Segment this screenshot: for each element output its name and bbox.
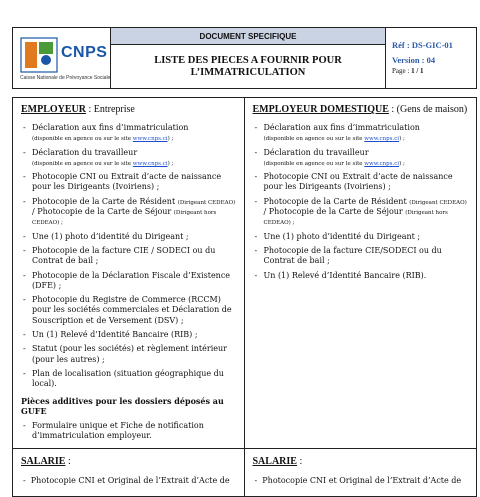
item-text: Déclaration du travailleur: [263, 147, 369, 157]
dash-bullet: -: [254, 172, 258, 182]
section-title-rest: : (Gens de maison): [388, 104, 468, 115]
item-note: ) ;: [399, 136, 405, 143]
item-note: (disponible en agence ou sur le site: [263, 136, 365, 143]
section-title-rest: : Entreprise: [86, 104, 135, 115]
dash-bullet: -: [23, 270, 26, 280]
item-note: (disponible en agence ou sur le site: [32, 160, 133, 167]
dash-bullet: -: [23, 330, 26, 340]
item-note: ) ;: [167, 160, 174, 167]
item-note: ) ;: [399, 160, 405, 167]
divider: [245, 448, 477, 449]
dash-bullet: -: [23, 147, 26, 157]
section-title-bold: EMPLOYEUR: [21, 104, 86, 115]
dash-bullet: -: [23, 123, 26, 132]
section-title-salarie: [21, 456, 71, 467]
website-link[interactable]: www.cnps.ci: [364, 136, 400, 143]
item-text: Déclaration aux fins d’immatriculation: [32, 123, 189, 132]
divider: [13, 448, 244, 449]
list-item: [253, 172, 469, 193]
dash-bullet: -: [23, 231, 26, 241]
dash-bullet: -: [23, 420, 26, 430]
dash-bullet: -: [254, 231, 258, 241]
list-item: [21, 246, 236, 267]
salarie-title-bold: SALARIE: [21, 456, 66, 467]
section-title-bold: EMPLOYEUR DOMESTIQUE: [252, 104, 389, 115]
logo-subtitle: Caisse Nationale de Prévoyance Sociale: [20, 75, 111, 81]
website-link[interactable]: www.cnps.ci: [364, 160, 400, 167]
item-text: Déclaration du travailleur: [32, 147, 138, 157]
website-link[interactable]: www.cnps.ci: [132, 136, 168, 143]
dash-bullet: -: [23, 295, 26, 305]
dash-bullet: -: [254, 123, 258, 132]
dash-bullet: -: [254, 196, 258, 206]
website-link[interactable]: www.cnps.ci: [132, 160, 168, 167]
item-text: Photocopie CNI ou Extrait d’acte de naissance pour les Dirigeants (Ivoiriens) ;: [32, 172, 222, 192]
dash-bullet: -: [23, 245, 26, 255]
logo-text: CNPS: [61, 44, 108, 61]
item-note: (Dirigeant CEDEAO): [409, 199, 467, 206]
item-text: Formulaire unique et Fiche de notification d’immatriculation employeur.: [32, 420, 204, 440]
item-text: Photocopie de la Carte de Résident: [32, 196, 178, 206]
dash-bullet: -: [23, 368, 26, 378]
version-label: Version : 04: [392, 55, 436, 65]
dash-bullet: -: [254, 270, 258, 280]
list-item: [21, 421, 236, 442]
salarie-item-text: Photocopie CNI et Original de l’Extrait d’Acte de: [30, 476, 230, 485]
list-item: [21, 295, 236, 326]
item-note: (Dirigeant hors CEDEAO) ;: [263, 210, 448, 227]
dash-bullet: -: [254, 245, 258, 255]
item-text: Un (1) Relevé d’Identité Bancaire (RIB) ;: [32, 330, 198, 340]
item-text: Une (1) photo d’identité du Dirigeant ;: [263, 231, 421, 241]
item-text: Plan de localisation (situation géographique du local).: [32, 368, 224, 389]
page-number: [392, 67, 470, 75]
item-text: Photocopie de la facture CIE/SODECI ou du Contrat de bail ;: [263, 245, 442, 266]
item-text: Une (1) photo d’identité du Dirigeant ;: [32, 231, 189, 241]
item-text: Photocopie de la Déclaration Fiscale d’Existence (DFE) ;: [32, 270, 231, 290]
item-note: (Dirigeant CEDEAO): [177, 199, 236, 206]
reference-code: Réf : DS-GIC-01: [392, 40, 453, 50]
left-items-list: [21, 123, 236, 390]
additive-items-list: [21, 421, 236, 442]
list-item: [21, 148, 236, 169]
dash-bullet: -: [23, 196, 26, 206]
requirements-table: [12, 97, 477, 497]
list-item: [21, 271, 236, 292]
right-items-list: [253, 123, 469, 281]
list-item: [21, 369, 236, 390]
list-item: [253, 232, 469, 242]
section-title-salarie: [253, 456, 303, 467]
item-text: Photocopie CNI ou Extrait d’acte de naissance pour les Dirigeants (Ivoiriens) ;: [263, 172, 453, 192]
list-item: [21, 344, 236, 365]
salarie-item: - Photocopie CNI et Original de l’Extrait d’Acte de: [23, 476, 230, 485]
list-item: [253, 246, 469, 267]
item-note: (Dirigeant hors CEDEAO) ;: [32, 210, 217, 227]
dash-bullet: -: [254, 147, 258, 157]
additive-title: Pièces additives pour les dossiers déposés au GUFE: [21, 395, 224, 416]
left-column: [13, 98, 245, 496]
section-title-employeur-domestique: [253, 104, 469, 115]
item-note: (disponible en agence ou sur le site: [263, 160, 365, 167]
item-note: ) ;: [167, 136, 174, 143]
item-text: / Photocopie de la Carte de Séjour: [263, 207, 406, 217]
list-item: [21, 232, 236, 242]
logo-cell: [13, 28, 111, 88]
salarie-title-rest: :: [65, 456, 71, 467]
item-text: Statut (pour les sociétés) et règlement intérieur (pour les autres) ;: [32, 344, 227, 364]
salarie-item-text: Photocopie CNI et Original de l’Extrait d’Acte de: [262, 476, 462, 485]
cnps-logo-icon: [21, 38, 57, 72]
dash-bullet: -: [23, 344, 26, 354]
item-text: Photocopie du Registre de Commerce (RCCM) pour les sociétés commerciales et Déclaration de Souscription et de Versement (DSV) ;: [32, 295, 232, 325]
list-item: [253, 197, 469, 228]
page-number-label: Page :: [392, 67, 412, 75]
title-cell: [111, 28, 386, 88]
list-item: [21, 330, 236, 340]
list-item: [21, 123, 236, 144]
page-title: LISTE DES PIECES A FOURNIR POUR L’IMMATRICULATION: [154, 54, 342, 78]
list-item: [21, 197, 236, 228]
list-item: [253, 123, 469, 144]
document-header: [12, 27, 477, 89]
section-title-employeur: [21, 104, 236, 115]
list-item: [253, 148, 469, 169]
item-note: (disponible en agence ou sur le site: [32, 136, 133, 143]
list-item: [253, 271, 469, 281]
list-item: [21, 172, 236, 193]
page-number-value: 1 / 1: [411, 67, 424, 75]
item-text: / Photocopie de la Carte de Séjour: [32, 207, 174, 217]
right-column: [245, 98, 477, 496]
item-text: Photocopie de la Carte de Résident: [263, 196, 410, 206]
item-text: Déclaration aux fins d’immatriculation: [263, 123, 420, 132]
item-text: Un (1) Relevé d’Identité Bancaire (RIB).: [263, 270, 427, 280]
dash-bullet: -: [23, 172, 26, 182]
reference-cell: [386, 28, 476, 88]
salarie-item: - Photocopie CNI et Original de l’Extrait d’Acte de: [254, 476, 462, 485]
salarie-title-bold: SALARIE: [252, 456, 297, 467]
salarie-title-rest: :: [296, 456, 303, 467]
doc-type-banner: DOCUMENT SPECIFIQUE: [111, 28, 385, 45]
item-text: Photocopie de la facture CIE / SODECI ou du Contrat de bail ;: [32, 245, 216, 266]
